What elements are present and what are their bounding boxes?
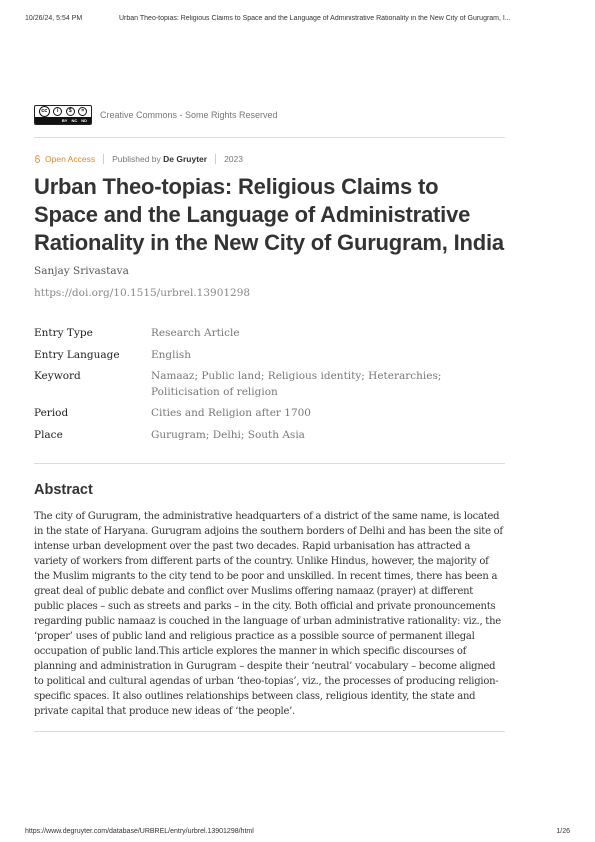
noderivatives-icon: = [78, 107, 87, 116]
author-name[interactable]: Sanjay Srivastava [34, 265, 129, 277]
meta-separator [103, 154, 104, 164]
entry-details [34, 326, 505, 443]
detail-label: Entry Language [34, 348, 120, 361]
license-text: Creative Commons - Some Rights Reserved [100, 110, 278, 120]
article-title: Urban Theo-topias: Religious Claims to Space and the Language of Administrative Rationality in the New City of Gurugram, India [34, 174, 504, 255]
print-datetime: 10/26/24, 5:54 PM [25, 15, 83, 22]
detail-value: English [151, 348, 192, 361]
detail-row-keyword [34, 369, 505, 400]
attribution-icon: i [53, 107, 62, 116]
divider [34, 731, 505, 732]
noncommercial-icon: $ [66, 107, 75, 116]
open-access-label: Open Access [45, 154, 96, 164]
article-content [34, 104, 505, 732]
publication-meta [34, 154, 505, 164]
publisher-link[interactable]: De Gruyter [163, 154, 208, 164]
badge-by: BY [61, 118, 68, 123]
detail-value: Research Article [151, 327, 240, 339]
cc-icon: cc [39, 106, 50, 117]
print-url: https://www.degruyter.com/database/URBREL/entry/urbrel.13901298/html [25, 828, 254, 835]
print-doc-title: Urban Theo-topias: Religious Claims to Space and the Language of Administrative Rationality in the New City of Gurugram, I... [119, 15, 511, 22]
badge-nc: NC [71, 118, 78, 123]
doi-link[interactable]: https://doi.org/10.1515/urbrel.13901298 [34, 287, 251, 299]
license-row [34, 104, 505, 126]
publication-year: 2023 [224, 154, 243, 164]
publisher-info [112, 154, 207, 164]
abstract-heading: Abstract [34, 482, 93, 498]
creative-commons-badge-icon[interactable] [34, 105, 92, 125]
open-access-badge[interactable] [34, 154, 95, 164]
published-by-label: Published by [112, 154, 161, 164]
detail-value: Cities and Religion after 1700 [151, 407, 311, 419]
detail-label: Place [34, 428, 63, 441]
detail-value: Gurugram; Delhi; South Asia [151, 428, 305, 441]
open-lock-icon [34, 155, 41, 163]
badge-nd: ND [81, 118, 87, 123]
abstract-text: The city of Gurugram, the administrative headquarters of a district of the same name, is located in the state of Haryana. Gurugram adjoins the southern borders of Delhi and has been the site of intense urban development over the past two decades. Rapid urbanisation has attracted a variety of workers from different parts of the country. Unlike Hindus, however, the majority of the Muslim migrants to the city tend to be poor and unskilled. In recent times, there has been a great deal of public debate and conflict over Muslims offering namaaz (prayer) at different public places – such as streets and parks – in the city. Both official and private pronouncements regarding public namaaz is couched in the language of urban administrative rationality: viz., the ‘proper’ uses of public land and religious practice as a possible source of permanent illegal occupation of public land.This article explores the manner in which specific discourses of planning and administration in Gurugram – despite their ‘neutral’ vocabulary – become aligned to political and cultural agendas of urban ‘theo-topias’, viz., the processes of producing religion-specific spaces. It also outlines relationships between class, religious identity, the state and private capital that produce new ideas of ‘the people’. [34, 511, 503, 717]
detail-row-entry-language [34, 348, 505, 364]
detail-label: Entry Type [34, 327, 93, 339]
page-number: 1/26 [556, 828, 570, 835]
detail-label: Keyword [34, 370, 81, 382]
detail-value: Namaaz; Public land; Religious identity; Heterarchies; Politicisation of religion [151, 370, 442, 398]
detail-label: Period [34, 407, 69, 419]
meta-separator [215, 154, 216, 164]
divider [34, 463, 505, 464]
detail-row-entry-type [34, 326, 505, 342]
detail-row-place [34, 428, 505, 444]
divider [34, 137, 505, 138]
detail-row-period [34, 406, 505, 422]
